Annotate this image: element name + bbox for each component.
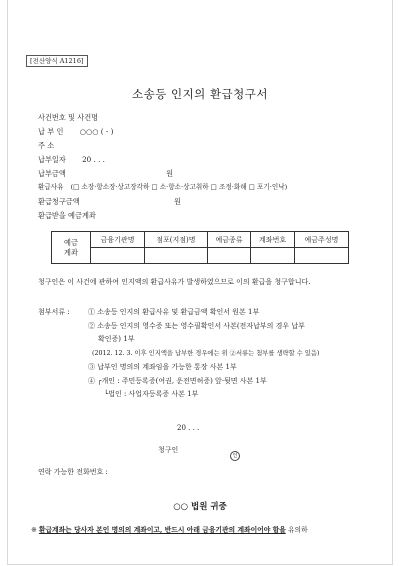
account-type-cell[interactable]	[207, 248, 251, 264]
notice-suffix: 유의하	[287, 526, 308, 534]
account-table	[51, 231, 349, 264]
reason-row	[38, 183, 287, 192]
account-row-header-text: 예금 계좌	[64, 237, 78, 257]
claim-amount-row	[38, 197, 181, 206]
reason-checkboxes[interactable]: (□ 소장·항소장·상고장각하 □ 소·항소·상고취하 □ 조정·화해 □ 포기·인낙)	[70, 183, 288, 191]
attachment-item: 확인증) 1부	[98, 335, 135, 343]
account-row-header	[52, 232, 91, 264]
page-title: 소송등 인지의 환급청구서	[131, 87, 268, 101]
reason-label: 환급사유	[38, 183, 64, 191]
attachment-item: ③ 납부인 명의의 계좌임을 가능한 통장 사본 1부	[88, 363, 237, 371]
claim-amount-unit: 원	[173, 197, 181, 206]
pay-date-value: 20 . . .	[82, 155, 105, 164]
attachments-label: 첨부서류 :	[38, 308, 70, 316]
notice-mark: ※	[31, 526, 37, 534]
account-holder-cell[interactable]	[294, 248, 348, 264]
request-text: 청구인은 이 사건에 관하여 인지액의 환급사유가 발생하였으므로 이의 환급을 청구합니다.	[38, 278, 311, 286]
pay-date-label: 납부일자	[38, 155, 66, 164]
col-account-type: 예금종류	[207, 232, 251, 248]
pay-amount-unit: 원	[166, 169, 174, 178]
col-account-holder: 예금주성명	[294, 232, 348, 248]
court-recipient: ○○ 법원 귀중	[173, 502, 227, 512]
attachment-item: ① 소송등 인지의 환급사유 및 환급금액 확인서 원본 1부	[88, 308, 260, 316]
col-account-number: 계좌번호	[251, 232, 295, 248]
payer-row	[38, 127, 113, 136]
case-number-label: 사건번호 및 사건명	[38, 113, 99, 122]
attachment-note: (2012. 12. 3. 이후 인지액을 납부한 경우에는 위 ②서류는 첨부를 생략할 수 있음)	[92, 350, 320, 357]
attachment-item: ② 소송등 인지의 영수증 또는 영수필확인서 사본(전자납부의 경우 납부	[88, 322, 305, 330]
notice	[31, 524, 308, 534]
pay-amount-row	[38, 169, 173, 178]
payer-value: ○○○ ( - )	[79, 127, 114, 136]
pay-date-row	[38, 155, 105, 164]
form-code: [전산양식 A1216]	[26, 55, 88, 67]
notice-underlined: 환급계좌는 당사자 본인 명의의 계좌이고, 반드시 아래 금융기관의 계좌이어야 함을	[38, 526, 286, 534]
phone-label: 연락 가능한 전화번호 :	[38, 468, 108, 476]
seal-icon: 인	[230, 451, 240, 461]
attachment-item: ④ ┌개인 : 주민등록증(여권, 운전면허증) 앞·뒷면 사본 1부	[88, 377, 267, 385]
sign-date: 20 . . .	[177, 424, 200, 432]
branch-name-cell[interactable]	[145, 248, 208, 264]
claimant-label: 청구인	[158, 446, 179, 454]
col-branch-name: 점포(지점)명	[145, 232, 208, 248]
attachment-item: └법인 : 사업자등록증 사본 1부	[104, 390, 199, 398]
pay-amount-label: 납부금액	[38, 169, 66, 178]
claim-amount-label: 환급청구금액	[38, 197, 80, 206]
bank-name-cell[interactable]	[91, 248, 145, 264]
seal-mark	[230, 445, 240, 464]
address-label: 주 소	[38, 141, 55, 150]
col-bank-name: 금융기관명	[91, 232, 145, 248]
payer-label: 납 부 인	[38, 127, 64, 136]
account-number-cell[interactable]	[251, 248, 295, 264]
bank-account-label: 환급받을 예금계좌	[38, 211, 96, 220]
